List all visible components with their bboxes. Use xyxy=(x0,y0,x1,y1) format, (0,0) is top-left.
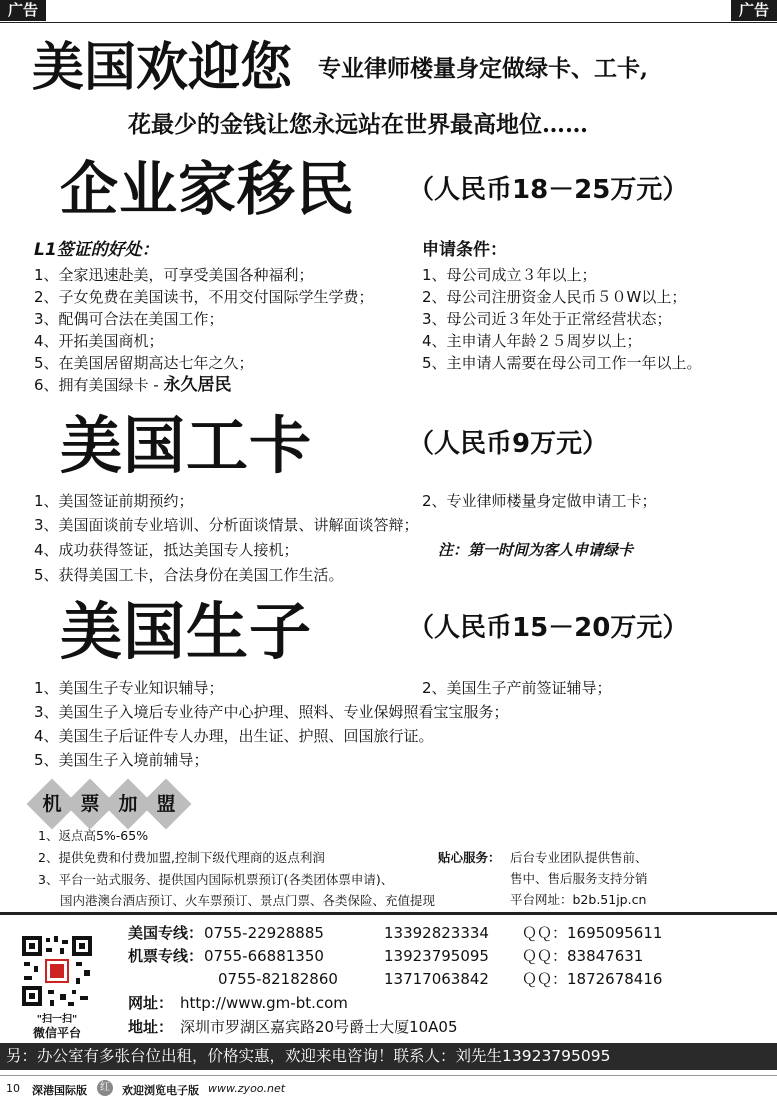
contact-top-rule xyxy=(0,912,777,915)
title-char: 盟 xyxy=(156,793,176,815)
list-item: 4、开拓美国商机； xyxy=(34,332,164,350)
extra-phone[interactable]: 0755-82182860 xyxy=(218,970,338,988)
edition-circle-icon: 红 xyxy=(97,1080,113,1096)
list-item xyxy=(34,374,374,396)
list-item: 3、美国面谈前专业培训、分析面谈情景、讲解面谈答辩； xyxy=(34,516,419,534)
ticket-franchise-title xyxy=(30,782,190,826)
address-label: 地址： xyxy=(128,1018,174,1036)
website-label: 网址： xyxy=(128,994,174,1012)
list-item: 3、平台一站式服务、提供国内国际机票预订(各类团体票申请)、 xyxy=(38,872,394,887)
service-label: 贴心服务： xyxy=(438,850,501,865)
list-item: 3、配偶可合法在美国工作； xyxy=(34,310,224,328)
section1-price: （人民币18－25万元） xyxy=(408,175,689,205)
list-item: 1、全家迅速赴美，可享受美国各种福利； xyxy=(34,266,314,284)
list-item: 4、主申请人年龄２５周岁以上； xyxy=(422,332,642,350)
ad-tag-right: 广告 xyxy=(731,0,777,21)
tagline-2: 花最少的金钱让您永远站在世界最高地位…… xyxy=(128,111,588,138)
qr-icon xyxy=(20,934,94,1008)
website-link[interactable]: http://www.gm-bt.com xyxy=(180,994,348,1012)
list-item: 5、美国生子入境前辅导； xyxy=(34,751,209,769)
us-phone[interactable]: 0755-22928885 xyxy=(204,924,324,942)
tagline-1: 专业律师楼量身定做绿卡、工卡, xyxy=(318,55,649,82)
list-item: 4、美国生子后证件专人办理，出生证、护照、回国旅行证。 xyxy=(34,727,434,745)
permanent-resident-label: 永久居民 xyxy=(163,375,232,395)
extra-mobile[interactable]: 13717063842 xyxy=(384,970,489,988)
title-char: 加 xyxy=(118,793,138,815)
platform-line: 平台网址：b2b.51jp.cn xyxy=(510,892,647,907)
list-item: 4、成功获得签证，抵达美国专人接机； xyxy=(34,541,299,559)
section3-price: （人民币15－20万元） xyxy=(408,613,689,643)
title-char: 机 xyxy=(42,793,62,815)
benefits-header: L1签证的好处： xyxy=(34,240,159,260)
us-mobile[interactable]: 13392823334 xyxy=(384,924,489,942)
benefits-list xyxy=(34,264,374,396)
list-item: 5、获得美国工卡，合法身份在美国工作生活。 xyxy=(34,566,344,584)
us-qq[interactable]: ＱＱ：1695095611 xyxy=(522,924,663,942)
service-line-1: 后台专业团队提供售前、 xyxy=(510,850,648,865)
ticket-mobile[interactable]: 13923795095 xyxy=(384,947,489,965)
qr-code[interactable] xyxy=(20,934,94,1008)
section1-title: 企业家移民 xyxy=(60,155,356,223)
list-item: 1、母公司成立３年以上； xyxy=(422,266,597,284)
list-item-text: 6、拥有美国绿卡 - xyxy=(34,376,159,394)
list-item: 2、美国生子产前签证辅导； xyxy=(422,679,612,697)
section2-title: 美国工卡 xyxy=(60,409,313,482)
footer-slogan: 欢迎浏览电子版 xyxy=(122,1084,199,1097)
extra-qq[interactable]: ＱＱ：1872678416 xyxy=(522,970,663,988)
list-item: 1、返点高5%-65% xyxy=(38,828,149,843)
ticket-qq[interactable]: ＱＱ：83847631 xyxy=(522,947,644,965)
us-line-label: 美国专线： xyxy=(128,924,204,942)
address-text: 深圳市罗湖区嘉宾路20号爵士大厦10A05 xyxy=(180,1018,458,1036)
qr-caption-1: "扫一扫" xyxy=(36,1014,78,1025)
edition-label: 深港国际版 xyxy=(32,1084,87,1097)
list-item: 1、美国签证前期预约； xyxy=(34,492,194,510)
list-item: 2、子女免费在美国读书，不用交付国际学生学费； xyxy=(34,288,374,306)
note-label: 注：第一时间为客人申请绿卡 xyxy=(438,541,634,559)
list-item: 2、提供免费和付费加盟,控制下级代理商的返点利润 xyxy=(38,850,325,865)
requirements-header: 申请条件： xyxy=(422,240,507,260)
list-item: 2、专业律师楼量身定做申请工卡； xyxy=(422,492,657,510)
section3-title: 美国生子 xyxy=(60,595,313,668)
rental-banner: 另：办公室有多张台位出租，价格实惠，欢迎来电咨询！联系人：刘先生13923795095 xyxy=(0,1043,777,1070)
qr-caption-2: 微信平台 xyxy=(32,1026,81,1040)
service-line-2: 售中、售后服务支持分销 xyxy=(510,871,648,886)
requirements-list xyxy=(422,264,702,374)
title-char: 票 xyxy=(80,793,100,815)
list-item: 5、在美国居留期高达七年之久； xyxy=(34,354,254,372)
section2-price: （人民币9万元） xyxy=(408,429,609,459)
headline: 美国欢迎您 xyxy=(32,37,293,98)
footer-site[interactable]: www.zyoo.net xyxy=(208,1082,286,1095)
ad-tag-left: 广告 xyxy=(0,0,46,21)
list-item: 3、美国生子入境后专业待产中心护理、照料、专业保姆照看宝宝服务； xyxy=(34,703,509,721)
list-item: 国内港澳台酒店预订、火车票预订、景点门票、各类保险、充值提现 xyxy=(60,893,436,908)
top-rule xyxy=(0,22,777,23)
page-number: 10 xyxy=(6,1082,20,1095)
ticket-line-label: 机票专线： xyxy=(128,947,204,965)
ticket-phone[interactable]: 0755-66881350 xyxy=(204,947,324,965)
list-item: 2、母公司注册资金人民币５０W以上； xyxy=(422,288,687,306)
footer-rule xyxy=(0,1075,777,1076)
list-item: 1、美国生子专业知识辅导； xyxy=(34,679,224,697)
list-item: 3、母公司近３年处于正常经营状态； xyxy=(422,310,672,328)
list-item: 5、主申请人需要在母公司工作一年以上。 xyxy=(422,354,702,372)
